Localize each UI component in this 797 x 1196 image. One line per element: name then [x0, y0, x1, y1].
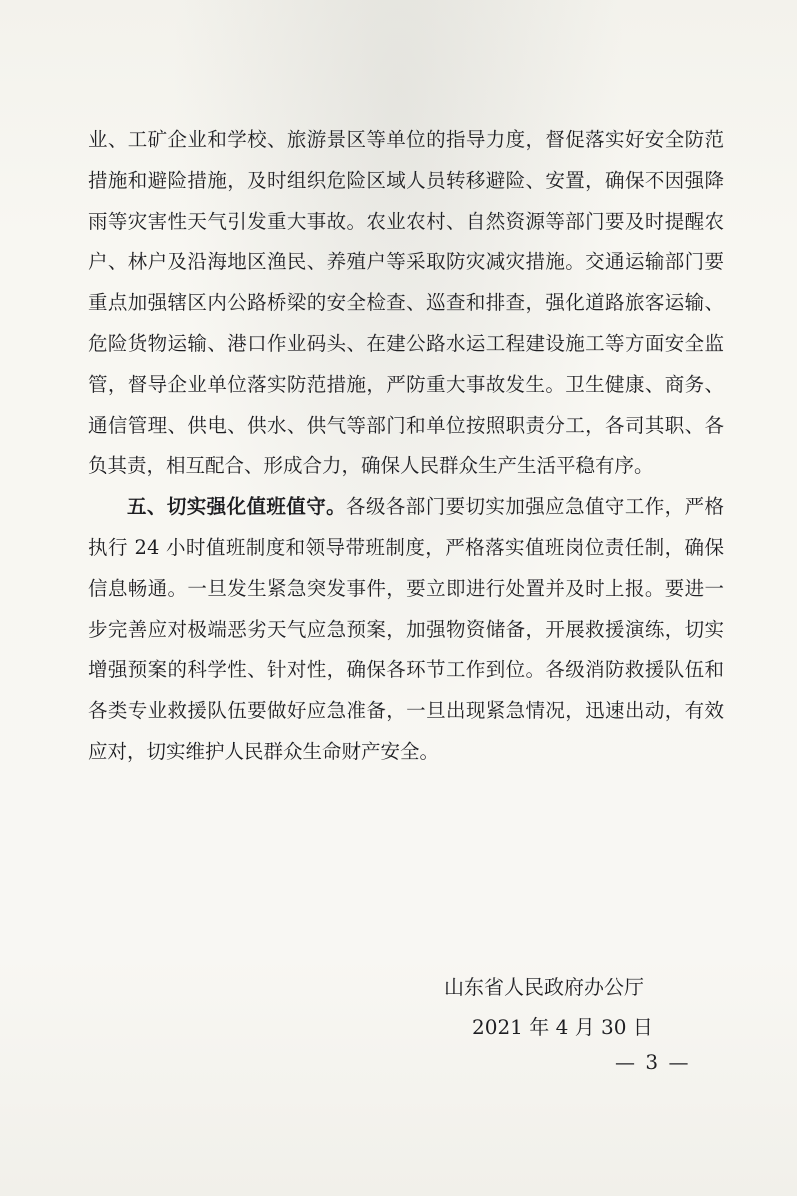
body-text	[88, 120, 724, 773]
paragraph-section-5	[88, 487, 724, 773]
issuing-organization: 山东省人民政府办公厅	[444, 975, 644, 999]
section-5-body: 各级各部门要切实加强应急值守工作，严格执行 24 小时值班制度和领导带班制度，严格落实值班岗位责任制，确保信息畅通。一旦发生紧急突发事件，要立即进行处置并及时上报。要进一步完善应对极端恶劣天气应急预案，加强物资储备，开展救援演练，切实增强预案的科学性、针对性，确保各环节工作到位。各级消防救援队伍和各类专业救援队伍要做好应急准备，一旦出现紧急情况，迅速出动，有效应对，切实维护人民群众生命财产安全。	[88, 495, 724, 763]
signature-block	[430, 967, 690, 1047]
section-5-heading: 五、切实强化值班值守。	[127, 495, 347, 519]
paragraph-1: 业、工矿企业和学校、旅游景区等单位的指导力度，督促落实好安全防范措施和避险措施，及时组织危险区域人员转移避险、安置，确保不因强降雨等灾害性天气引发重大事故。农业农村、自然资源等部门要及时提醒农户、林户及沿海地区渔民、养殖户等采取防灾减灾措施。交通运输部门要重点加强辖区内公路桥梁的安全检查、巡查和排查，强化道路旅客运输、危险货物运输、港口作业码头、在建公路水运工程建设施工等方面安全监管，督导企业单位落实防范措施，严防重大事故发生。卫生健康、商务、通信管理、供电、供水、供气等部门和单位按照职责分工，各司其职、各负其责，相互配合、形成合力，确保人民群众生产生活平稳有序。	[88, 128, 724, 478]
issue-date: 2021 年 4 月 30 日	[472, 1015, 653, 1039]
page-number: — 3 —	[615, 1050, 691, 1074]
